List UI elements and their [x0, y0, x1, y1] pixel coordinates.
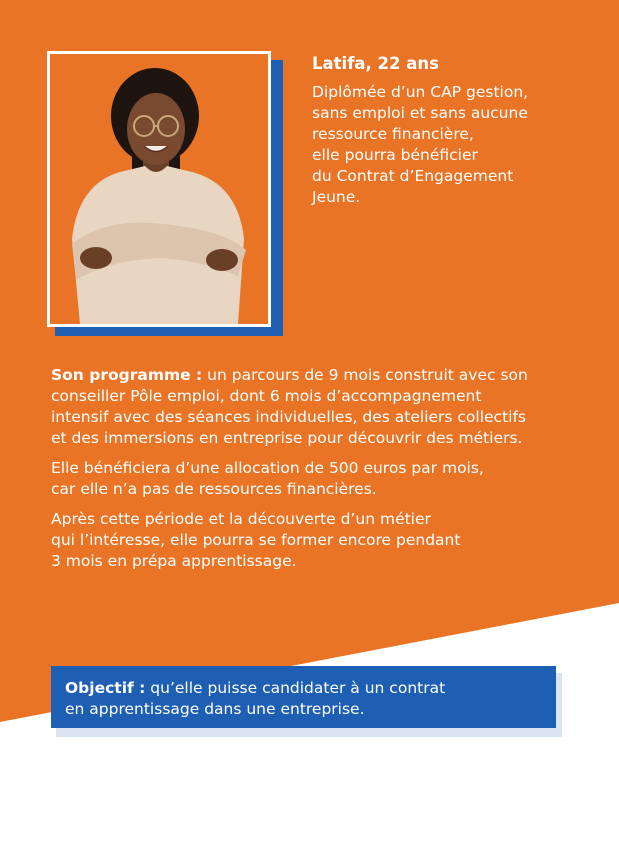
program-paragraph — [51, 365, 601, 449]
allowance-paragraph: Elle bénéficiera d’une allocation de 500 euros par mois, car elle n’a pas de ressources financières. — [51, 459, 484, 498]
objective-label: Objectif : — [65, 679, 146, 697]
program-text: un parcours de 9 mois construit avec son conseiller Pôle emploi, dont 6 mois d’accompagnement intensif avec des séances individuelles, des ateliers collectifs et des immersions en entreprise pour découvrir des métiers. — [51, 366, 528, 447]
profile-name: Latifa, 22 ans — [312, 54, 439, 73]
profile-description: Diplômée d’un CAP gestion, sans emploi et sans aucune ressource financière, elle pourra bénéficier du Contrat d’Engagement Jeune. — [312, 83, 529, 206]
program-section — [51, 365, 601, 581]
profile-section — [312, 54, 602, 208]
portrait-photo — [47, 51, 271, 327]
objective-paragraph — [65, 678, 542, 720]
objective-text: qu’elle puisse candidater à un contrat en apprentissage dans une entreprise. — [65, 679, 446, 718]
after-paragraph: Après cette période et la découverte d’un métier qui l’intéresse, elle pourra se former encore pendant 3 mois en prépa apprentissage. — [51, 510, 461, 570]
objective-box — [51, 666, 556, 728]
program-label: Son programme : — [51, 366, 203, 384]
